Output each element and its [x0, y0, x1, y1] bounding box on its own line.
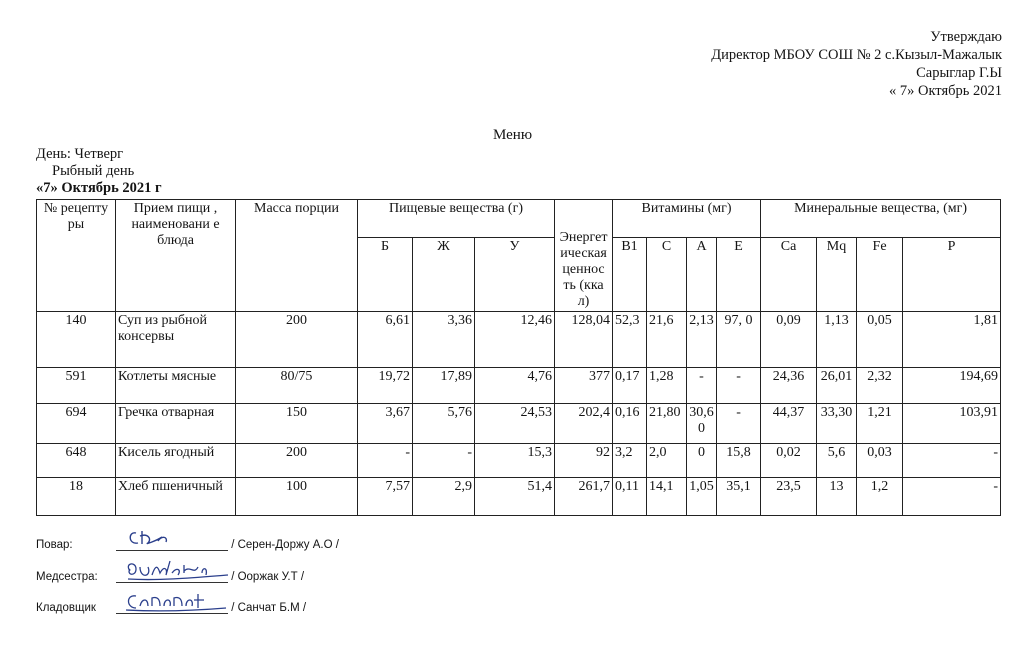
day-label: День: Четверг [36, 146, 124, 162]
header-e: Е [717, 238, 761, 312]
mass-cell: 100 [236, 478, 358, 516]
phosphorus-cell: - [903, 444, 1001, 478]
mass-cell: 80/75 [236, 368, 358, 404]
header-ca: Са [761, 238, 817, 312]
approval-director: Директор МБОУ СОШ № 2 с.Кызыл-Мажалык [711, 47, 1002, 63]
phosphorus-cell: - [903, 478, 1001, 516]
header-fe: Fe [857, 238, 903, 312]
dish-name-cell: Кисель ягодный [116, 444, 236, 478]
iron-cell: 0,03 [857, 444, 903, 478]
vitamin-e-cell: 35,1 [717, 478, 761, 516]
magnesium-cell: 1,13 [817, 312, 857, 368]
recipe-no-cell: 648 [37, 444, 116, 478]
mass-cell: 200 [236, 312, 358, 368]
handwritten-signature-icon [122, 559, 232, 583]
vitamin-a-cell: - [687, 368, 717, 404]
vitamin-c-cell: 21,80 [647, 404, 687, 444]
phosphorus-cell: 1,81 [903, 312, 1001, 368]
vitamin-b1-cell: 0,17 [613, 368, 647, 404]
fat-cell: 5,76 [413, 404, 475, 444]
signature-role: Повар: [36, 539, 73, 551]
iron-cell: 0,05 [857, 312, 903, 368]
signature-nurse [36, 568, 304, 583]
protein-cell: - [358, 444, 413, 478]
vitamin-b1-cell: 3,2 [613, 444, 647, 478]
approval-name: Сарыглар Г.Ы [916, 65, 1002, 81]
header-nutrients: Пищевые вещества (г) [358, 200, 555, 238]
vitamin-a-cell: 1,05 [687, 478, 717, 516]
carb-cell: 51,4 [475, 478, 555, 516]
approval-title: Утверждаю [930, 29, 1002, 45]
fat-cell: - [413, 444, 475, 478]
table-row [37, 404, 1001, 444]
table-row [37, 478, 1001, 516]
magnesium-cell: 33,30 [817, 404, 857, 444]
signature-name: / Ооржак У.Т / [231, 571, 305, 583]
calcium-cell: 24,36 [761, 368, 817, 404]
recipe-no-cell: 18 [37, 478, 116, 516]
vitamin-b1-cell: 0,11 [613, 478, 647, 516]
iron-cell: 1,21 [857, 404, 903, 444]
dish-name-cell: Хлеб пшеничный [116, 478, 236, 516]
carb-cell: 15,3 [475, 444, 555, 478]
calcium-cell: 44,37 [761, 404, 817, 444]
vitamin-e-cell: - [717, 368, 761, 404]
header-zh: Ж [413, 238, 475, 312]
vitamin-c-cell: 21,6 [647, 312, 687, 368]
calcium-cell: 0,02 [761, 444, 817, 478]
signature-storekeeper [36, 599, 306, 614]
iron-cell: 2,32 [857, 368, 903, 404]
energy-cell: 92 [555, 444, 613, 478]
header-vitamins: Витамины (мг) [613, 200, 761, 238]
vitamin-a-cell: 2,13 [687, 312, 717, 368]
protein-cell: 7,57 [358, 478, 413, 516]
dish-name-cell: Гречка отварная [116, 404, 236, 444]
table-row [37, 444, 1001, 478]
carb-cell: 24,53 [475, 404, 555, 444]
day-block [36, 146, 162, 197]
fat-cell: 2,9 [413, 478, 475, 516]
handwritten-signature-icon [122, 590, 232, 614]
approval-date: « 7» Октябрь 2021 [888, 83, 1002, 99]
magnesium-cell: 13 [817, 478, 857, 516]
signature-name: / Серен-Доржу А.О / [231, 539, 339, 551]
header-b: Б [358, 238, 413, 312]
iron-cell: 1,2 [857, 478, 903, 516]
vitamin-b1-cell: 0,16 [613, 404, 647, 444]
energy-cell: 261,7 [555, 478, 613, 516]
calcium-cell: 23,5 [761, 478, 817, 516]
approval-block [711, 28, 1002, 100]
energy-cell: 128,04 [555, 312, 613, 368]
vitamin-a-cell: 30,6 0 [687, 404, 717, 444]
vitamin-e-cell: 97, 0 [717, 312, 761, 368]
vitamin-c-cell: 2,0 [647, 444, 687, 478]
table-row [37, 368, 1001, 404]
header-u: У [475, 238, 555, 312]
energy-cell: 202,4 [555, 404, 613, 444]
signature-role: Кладовщик [36, 602, 96, 614]
header-energy: Энергет ическая ценнос ть (кка л) [555, 200, 613, 312]
phosphorus-cell: 194,69 [903, 368, 1001, 404]
mass-cell: 200 [236, 444, 358, 478]
date-label: «7» Октябрь 2021 г [36, 180, 162, 196]
header-a: А [687, 238, 717, 312]
header-c: С [647, 238, 687, 312]
magnesium-cell: 5,6 [817, 444, 857, 478]
protein-cell: 3,67 [358, 404, 413, 444]
dish-name-cell: Котлеты мясные [116, 368, 236, 404]
vitamin-c-cell: 1,28 [647, 368, 687, 404]
protein-cell: 6,61 [358, 312, 413, 368]
header-p: Р [903, 238, 1001, 312]
signature-line [116, 568, 228, 583]
table-row [37, 312, 1001, 368]
vitamin-c-cell: 14,1 [647, 478, 687, 516]
carb-cell: 12,46 [475, 312, 555, 368]
mass-cell: 150 [236, 404, 358, 444]
header-mass: Масса порции [236, 200, 358, 312]
fat-cell: 3,36 [413, 312, 475, 368]
dish-name-cell: Суп из рыбной консервы [116, 312, 236, 368]
menu-title: Меню [493, 127, 533, 143]
header-minerals: Минеральные вещества, (мг) [761, 200, 1001, 238]
signature-line [116, 536, 228, 551]
menu-table [36, 199, 1001, 516]
header-b1: В1 [613, 238, 647, 312]
carb-cell: 4,76 [475, 368, 555, 404]
vitamin-b1-cell: 52,3 [613, 312, 647, 368]
recipe-no-cell: 591 [37, 368, 116, 404]
fat-cell: 17,89 [413, 368, 475, 404]
header-meal: Прием пищи , наименовани е блюда [116, 200, 236, 312]
recipe-no-cell: 140 [37, 312, 116, 368]
signature-name: / Санчат Б.М / [231, 602, 307, 614]
vitamin-a-cell: 0 [687, 444, 717, 478]
signature-line [116, 599, 228, 614]
calcium-cell: 0,09 [761, 312, 817, 368]
signature-cook [36, 536, 339, 551]
header-mg: Мq [817, 238, 857, 312]
handwritten-signature-icon [122, 527, 182, 549]
vitamin-e-cell: 15,8 [717, 444, 761, 478]
header-recipe-no: № рецепту ры [37, 200, 116, 312]
signature-role: Медсестра: [36, 571, 98, 583]
magnesium-cell: 26,01 [817, 368, 857, 404]
protein-cell: 19,72 [358, 368, 413, 404]
vitamin-e-cell: - [717, 404, 761, 444]
day-subtitle: Рыбный день [52, 163, 135, 179]
phosphorus-cell: 103,91 [903, 404, 1001, 444]
recipe-no-cell: 694 [37, 404, 116, 444]
energy-cell: 377 [555, 368, 613, 404]
